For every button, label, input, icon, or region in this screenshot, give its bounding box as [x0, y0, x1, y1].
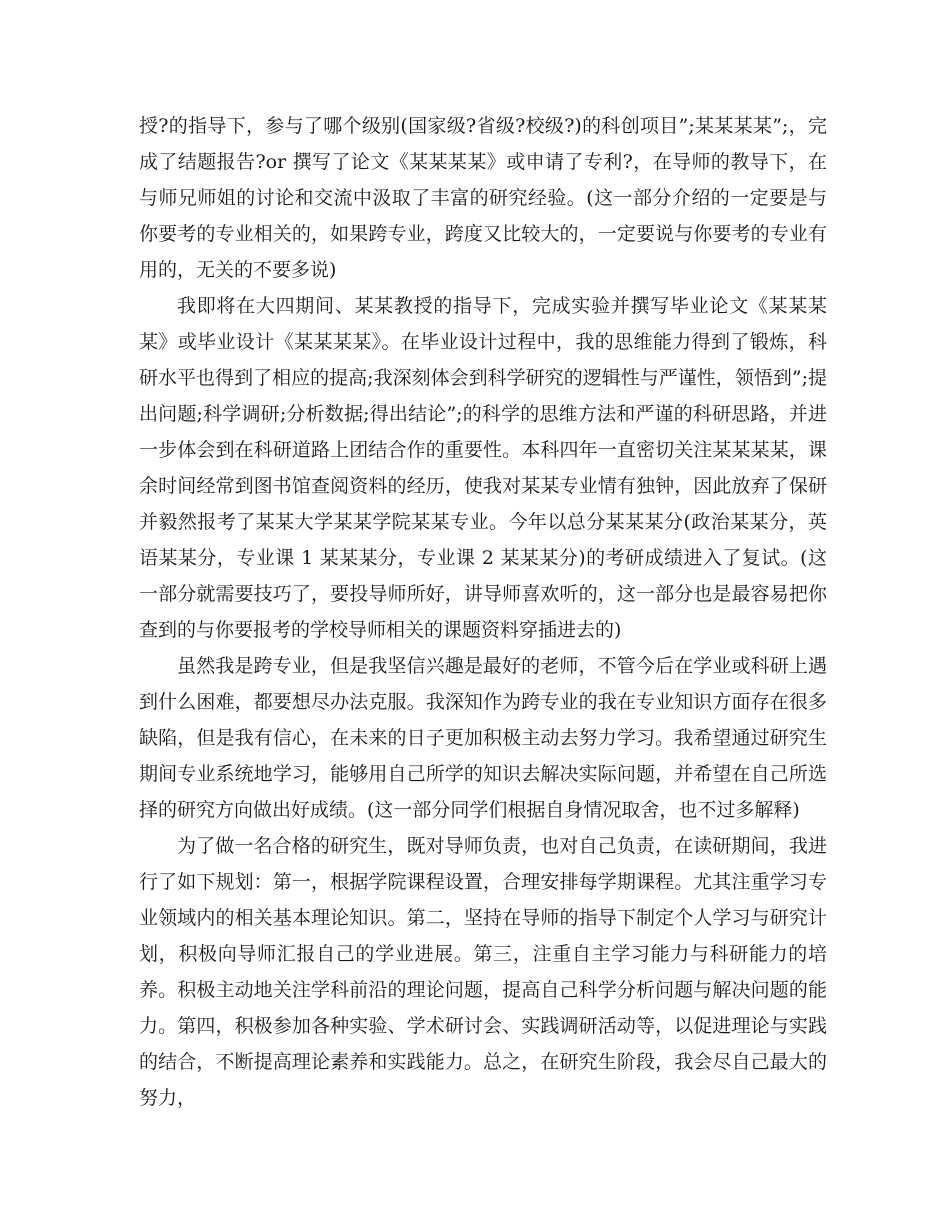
paragraph-study-plan: 为了做一名合格的研究生，既对导师负责，也对自己负责，在读研期间，我进行了如下规划：第一，根据学院课程设置，合理安排每学期课程。尤其注重学习专业领域内的相关基本理论知识。第二，坚持在导师的指导下制定个人学习与研究计划，积极向导师汇报自己的学业进展。第三，注重自主学习能力与科研能力的培养。积极主动地关注学科前沿的理论问题，提高自己科学分析问题与解决问题的能力。第四，积极参加各种实验、学术研讨会、实践调研活动等，以促进理论与实践的结合，不断提高理论素养和实践能力。总之，在研究生阶段，我会尽自己最大的努力，	[139, 835, 827, 1109]
paragraph-cross-major: 虽然我是跨专业，但是我坚信兴趣是最好的老师，不管今后在学业或科研上遇到什么困难，都要想尽办法克服。我深知作为跨专业的我在专业知识方面存在很多缺陷，但是我有信心，在未来的日子更加积极主动去努力学习。我希望通过研究生期间专业系统地学习，能够用自己所学的知识去解决实际问题，并希望在自己所选择的研究方向做出好成绩。(这一部分同学们根据自身情况取舍，也不过多解释)	[139, 655, 827, 821]
document-body	[139, 108, 827, 1116]
paragraph-research-experience: 授?的指导下，参与了哪个级别(国家级?省级?校级?)的科创项目”;某某某某”;，完成了结题报告?or 撰写了论文《某某某某》或申请了专利?，在导师的教导下，在与师兄师姐的讨论和交流中汲取了丰富的研究经验。(这一部分介绍的一定要是与你要考的专业相关的，如果跨专业，跨度又比较大的，一定要说与你要考的专业有用的，无关的不要多说)	[139, 115, 827, 281]
paragraph-graduation-project: 我即将在大四期间、某某教授的指导下，完成实验并撰写毕业论文《某某某某》或毕业设计《某某某某》。在毕业设计过程中，我的思维能力得到了锻炼，科研水平也得到了相应的提高;我深刻体会到科学研究的逻辑性与严谨性，领悟到”;提出问题;科学调研;分析数据;得出结论”;的科学的思维方法和严谨的科研思路，并进一步体会到在科研道路上团结合作的重要性。本科四年一直密切关注某某某某，课余时间经常到图书馆查阅资料的经历，使我对某某专业情有独钟，因此放弃了保研并毅然报考了某某大学某某学院某某专业。今年以总分某某某分(政治某某分，英语某某分，专业课 1 某某某分，专业课 2 某某某分)的考研成绩进入了复试。(这一部分就需要技巧了，要投导师所好，讲导师喜欢听的，这一部分也是最容易把你查到的与你要报考的学校导师相关的课题资料穿插进去的)	[139, 295, 827, 641]
